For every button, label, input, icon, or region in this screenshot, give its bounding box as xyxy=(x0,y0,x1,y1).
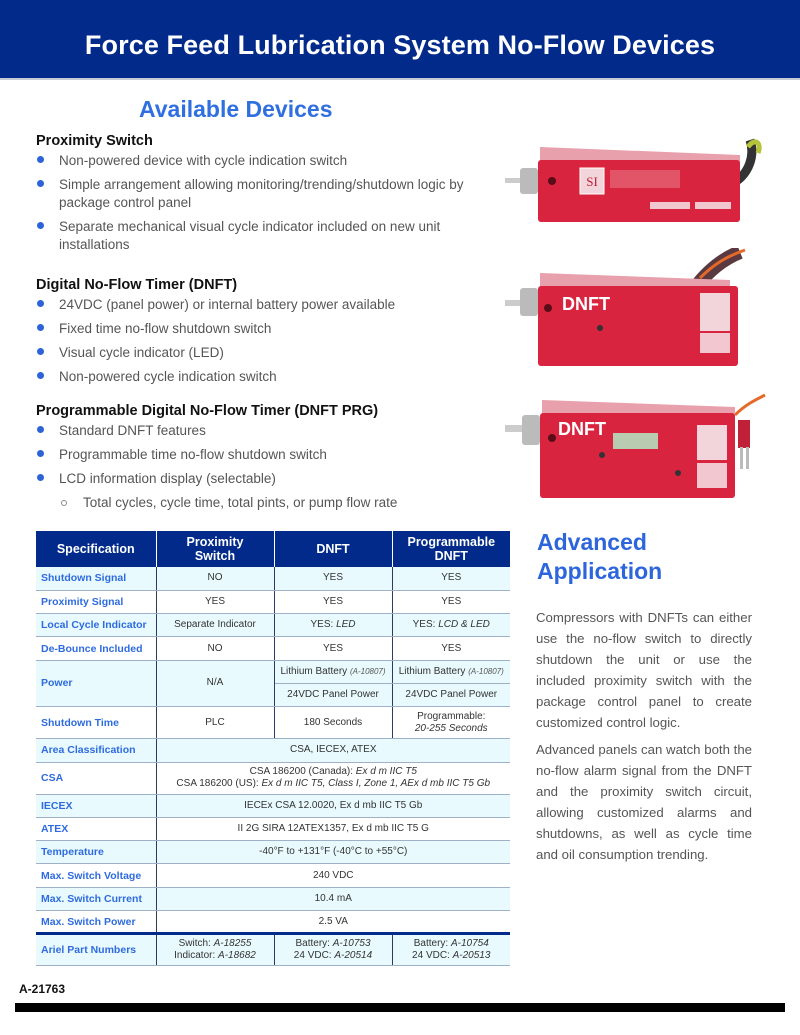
cell: II 2G SIRA 12ATEX1357, Ex d mb IIC T5 G xyxy=(156,817,510,840)
table-header-row xyxy=(36,531,510,567)
cell: 2.5 VA xyxy=(156,911,510,934)
cell: 24VDC Panel Power xyxy=(392,683,510,706)
svg-text:DNFT: DNFT xyxy=(562,294,610,314)
row-label: Power xyxy=(36,660,156,707)
row-label: Max. Switch Current xyxy=(36,887,156,910)
cell: YES: LED xyxy=(274,614,392,637)
section-proximity-switch xyxy=(36,133,466,260)
advanced-paragraph-1: Compressors with DNFTs can either use the no-flow switch to directly shutdown the unit or use the included proximity switch with the package control panel to create customized control logic. xyxy=(536,610,752,730)
bullet-icon xyxy=(37,450,44,457)
cell: NO xyxy=(156,567,274,590)
table-row xyxy=(36,887,510,910)
column-header: Proximity Switch xyxy=(156,531,274,567)
list-item: Visual cycle indicator (LED) xyxy=(36,344,466,362)
row-label: Shutdown Time xyxy=(36,707,156,739)
list-item: Standard DNFT features xyxy=(36,422,466,440)
list-item: 24VDC (panel power) or internal battery power available xyxy=(36,296,466,314)
cell: N/A xyxy=(156,660,274,707)
list-item: Programmable time no-flow shutdown switch xyxy=(36,446,466,464)
cell: Lithium Battery (A-10807) xyxy=(392,660,510,683)
bullet-icon xyxy=(37,426,44,433)
cell: YES xyxy=(392,637,510,660)
cell: YES: LCD & LED xyxy=(392,614,510,637)
svg-text:DNFT: DNFT xyxy=(558,419,606,439)
bullet-icon xyxy=(37,372,44,379)
list-item: Fixed time no-flow shutdown switch xyxy=(36,320,466,338)
section-heading: Proximity Switch xyxy=(36,133,153,149)
bullet-icon xyxy=(37,180,44,187)
cell: Programmable: 20-255 Seconds xyxy=(392,707,510,739)
specification-table xyxy=(36,531,510,966)
cell: 10.4 mA xyxy=(156,887,510,910)
cell: YES xyxy=(274,590,392,613)
cell: -40°F to +131°F (-40°C to +55°C) xyxy=(156,841,510,864)
cell: 180 Seconds xyxy=(274,707,392,739)
row-label: Shutdown Signal xyxy=(36,567,156,590)
table-row xyxy=(36,817,510,840)
cell: CSA 186200 (Canada): Ex d m IIC T5 CSA 186200 (US): Ex d m IIC T5, Class I, Zone 1, AEx d mb IIC T5 Gb xyxy=(156,762,510,794)
table-row xyxy=(36,590,510,613)
feature-list xyxy=(36,152,466,254)
section-heading: Programmable Digital No-Flow Timer (DNFT PRG) xyxy=(36,403,379,419)
advanced-application-heading: Advanced Application xyxy=(537,529,663,584)
table-row xyxy=(36,614,510,637)
proximity-switch-image xyxy=(500,135,790,235)
table-row xyxy=(36,762,510,794)
row-label: Temperature xyxy=(36,841,156,864)
page-title: Force Feed Lubrication System No-Flow Devices xyxy=(84,30,716,60)
row-label: ATEX xyxy=(36,817,156,840)
svg-text:SI: SI xyxy=(586,174,598,189)
advanced-paragraph-2: Advanced panels can watch both the no-flow alarm signal from the DNFT and the proximity switch circuit, allowing customized alarms and shutdowns, as well as cycle time and oil consumption trending. xyxy=(536,742,752,862)
bullet-icon xyxy=(37,222,44,229)
cell: 24VDC Panel Power xyxy=(274,683,392,706)
cell: PLC xyxy=(156,707,274,739)
bullet-icon xyxy=(37,348,44,355)
table-row xyxy=(36,934,510,966)
title-banner xyxy=(0,0,800,80)
column-header: DNFT xyxy=(274,531,392,567)
table-row xyxy=(36,794,510,817)
table-row xyxy=(36,864,510,887)
section-dnft-prg xyxy=(36,403,466,518)
table-row xyxy=(36,707,510,739)
table-row xyxy=(36,739,510,762)
cell: Battery: A-10753 24 VDC: A-20514 xyxy=(274,934,392,966)
list-item: Separate mechanical visual cycle indicator included on new unit installations xyxy=(36,218,466,254)
cell: Switch: A-18255 Indicator: A-18682 xyxy=(156,934,274,966)
column-header: Programmable DNFT xyxy=(392,531,510,567)
table-row xyxy=(36,567,510,590)
bullet-icon xyxy=(37,156,44,163)
row-label: CSA xyxy=(36,762,156,794)
table-row xyxy=(36,911,510,934)
list-item: Non-powered device with cycle indication switch xyxy=(36,152,466,170)
list-item: Non-powered cycle indication switch xyxy=(36,368,466,386)
bullet-icon xyxy=(37,474,44,481)
column-header: Specification xyxy=(36,531,156,567)
row-label: Ariel Part Numbers xyxy=(36,934,156,966)
document-id: A-21763 xyxy=(19,982,66,996)
row-label: IECEX xyxy=(36,794,156,817)
cell: Separate Indicator xyxy=(156,614,274,637)
table-row xyxy=(36,637,510,660)
row-label: Proximity Signal xyxy=(36,590,156,613)
cell: IECEx CSA 12.0020, Ex d mb IIC T5 Gb xyxy=(156,794,510,817)
bullet-icon xyxy=(37,324,44,331)
cell: YES xyxy=(274,637,392,660)
hollow-bullet-icon xyxy=(61,500,67,506)
bullet-icon xyxy=(37,300,44,307)
dnft-image xyxy=(500,248,790,376)
table-row xyxy=(36,660,510,683)
list-item: Simple arrangement allowing monitoring/trending/shutdown logic by package control panel xyxy=(36,176,466,212)
list-item: LCD information display (selectable) xyxy=(36,470,466,488)
feature-list xyxy=(36,422,466,512)
section-dnft xyxy=(36,277,466,392)
table-row xyxy=(36,841,510,864)
cell: Lithium Battery (A-10807) xyxy=(274,660,392,683)
row-label: Local Cycle Indicator xyxy=(36,614,156,637)
section-heading: Digital No-Flow Timer (DNFT) xyxy=(36,277,238,293)
cell: NO xyxy=(156,637,274,660)
cell: CSA, IECEX, ATEX xyxy=(156,739,510,762)
row-label: Max. Switch Power xyxy=(36,911,156,934)
footer-rule xyxy=(15,1003,785,1012)
programmable-dnft-image xyxy=(500,385,790,515)
row-label: Max. Switch Voltage xyxy=(36,864,156,887)
cell: YES xyxy=(274,567,392,590)
cell: YES xyxy=(392,567,510,590)
sub-list-item: Total cycles, cycle time, total pints, or pump flow rate xyxy=(36,494,466,512)
cell: YES xyxy=(392,590,510,613)
cell: 240 VDC xyxy=(156,864,510,887)
available-devices-heading: Available Devices xyxy=(139,96,333,122)
row-label: Area Classification xyxy=(36,739,156,762)
row-label: De-Bounce Included xyxy=(36,637,156,660)
cell: Battery: A-10754 24 VDC: A-20513 xyxy=(392,934,510,966)
cell: YES xyxy=(156,590,274,613)
feature-list xyxy=(36,296,466,386)
